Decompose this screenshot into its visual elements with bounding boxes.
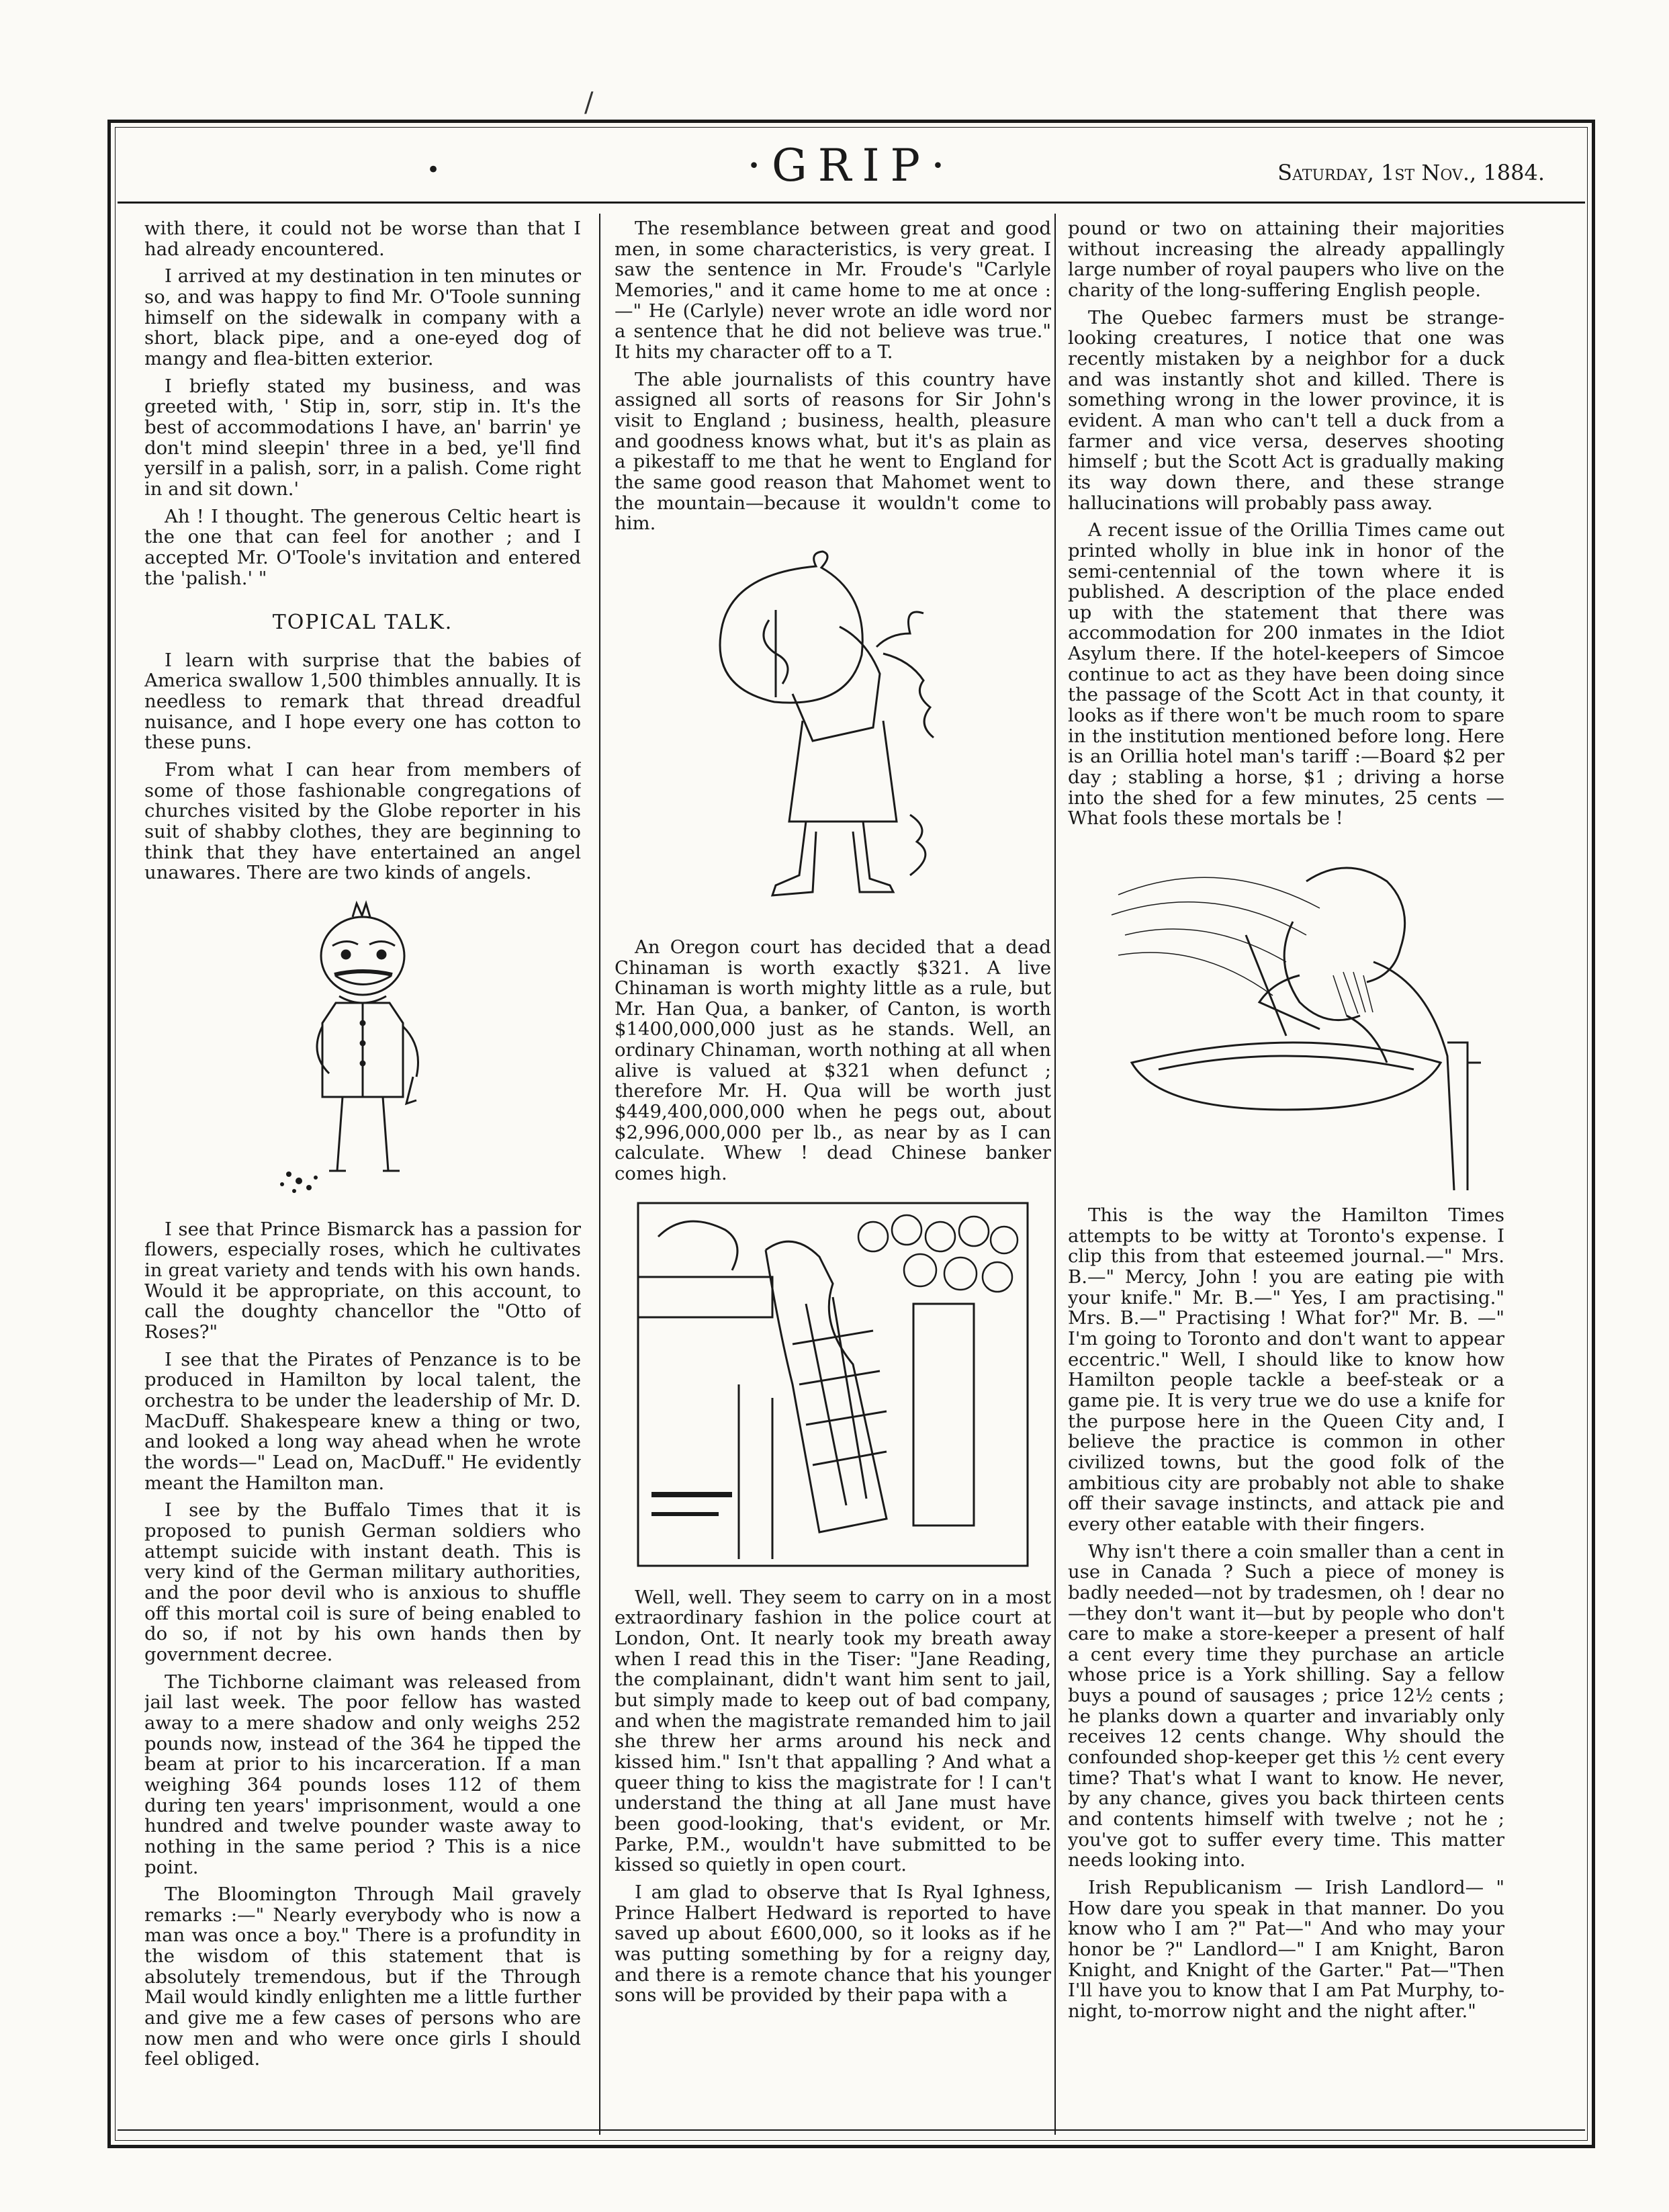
paragraph: Why isn't there a coin smaller than a cent in use in Canada ? Such a piece of money is badly needed—not by tradesmen, oh ! dear no —they don't want it—but by people who don't care to make a store-keeper a present of half a cent every time they purchase an article whose price is a York shilling. Say a fellow buys a pound of sausages ; price 12½ cents ; he planks down a quarter and invariably only receives 12 cents change. Why should the confounded shop-keeper get this ½ cent every time? That's what I want to know. He never, by any chance, gives you back thirteen cents and contents himself with twelve ; not he ; you've got to suffer every time. This matter needs looking into.: [1068, 1540, 1504, 1871]
paragraph: The Tichborne claimant was released from jail last week. The poor fellow has wasted away to a mere shadow and only weighs 252 pounds now, instead of the 364 he tipped the beam at prior to his incarceration. If a man weighing 364 pounds loses 112 of them during ten years' imprisonment, would a one hundred and twelve pounder waste away to nothing in the same period ? This is a nice point.: [144, 1671, 581, 1878]
paragraph: with there, it could not be worse than that I had already encountered.: [144, 218, 581, 260]
bottom-rule: [118, 2129, 1585, 2131]
issue-date: Saturday, 1st Nov., 1884.: [1277, 160, 1545, 185]
paragraph: Ah ! I thought. The generous Celtic heart is the one that can feel for another ; and I accepted Mr. O'Toole's invitation and entered the 'palish.' ": [144, 505, 581, 589]
paragraph: From what I can hear from members of some of those fashionable congregations of churches visited by the Globe reporter in his suit of shabby clothes, they are beginning to think that they have entertained an angel unawares. There are two kinds of angels.: [144, 758, 581, 884]
paragraph: This is the way the Hamilton Times attempts to be witty at Toronto's expense. I clip this from that esteemed journal.—" Mrs. B.—" Mercy, John ! you are eating pie with your knife." Mr. B.—" Yes, I am practising." Mrs. B.—" Practising ! What for?" Mr. B. —" I'm going to Toronto and don't want to appear eccentric." Well, I should like to know how Hamilton people tackle a beef-steak or a game pie. It is very true we do use a knife for the purpose here in the Queen City and, I believe the practice is common in other civilized towns, but the good folk of the ambitious city are probably not able to shake off their savage instincts, and attack pie and every other eatable with their fingers.: [1068, 1204, 1504, 1535]
column-2: [615, 218, 1051, 2119]
paragraph: An Oregon court has decided that a dead Chinaman is worth exactly $321. A live Chinaman is worth mighty little as a rule, but Mr. Han Qua, a banker, of Canton, is worth $1400,000,000 just as he stands. Well, an ordinary Chinaman, worth nothing at all when alive is valued at $321 when defunct ; therefore Mr. H. Qua will be worth just $449,400,000,000 when he pegs out, about $2,996,000,000 per lb., as near by as I can calculate. Whew ! dead Chinese banker comes high.: [615, 936, 1051, 1185]
column-1: [144, 218, 581, 2119]
paragraph: I briefly stated my business, and was greeted with, ' Stip in, sorr, stip in. It's the best of accommodations I have, an' barrin' ye don't mind sleepin' three in a bed, ye'll find yersilf in a palish, sorr, in a palish. Come right in and sit down.': [144, 375, 581, 500]
column-divider-2: [1054, 214, 1056, 2135]
bismarck-caricature-illustration: [262, 895, 463, 1204]
paragraph: The able journalists of this country have assigned all sorts of reasons for Sir John's visit to England ; business, health, pleasure and goodness knows what, but it's as plain as a pikestaff to me that he went to England for the same good reason that Mahomet went to the mountain—because it wouldn't come to him.: [615, 368, 1051, 535]
paragraph: Irish Republicanism — Irish Landlord— " How dare you speak in that manner. Do you know who I am ?" Pat—" And who may your honor be ?" Landlord—" I am Knight, Baron Knight, and Knight of the Garter." Pat—"Then I'll have you to know that I am Pat Murphy, to-night, to-morrow night and the night after.": [1068, 1877, 1504, 2022]
man-eating-pie-illustration: [1091, 841, 1481, 1190]
paragraph: I learn with surprise that the babies of America swallow 1,500 thimbles annually. It is needless to remark that thread dreadful nuisance, and I hope every one has cotton to these puns.: [144, 649, 581, 754]
stray-pen-mark: /: [584, 87, 594, 118]
column-divider-1: [599, 214, 600, 2135]
column-3: [1068, 218, 1504, 2119]
masthead-title: ·GRIP·: [747, 140, 956, 191]
paragraph: The resemblance between great and good men, in some characteristics, is very great. I saw the sentence in Mr. Froude's "Carlyle Memories," and it came home to me at once : —" He (Carlyle) never wrote an idle word nor a sentence that he did not believe was true." It hits my character off to a T.: [615, 218, 1051, 363]
paragraph: The Quebec farmers must be strange-looking creatures, I notice that one was recently mistaken by a neighbor for a duck and was instantly shot and killed. There is something wrong in the lower province, it is evident. A man who can't tell a duck from a farmer and vice versa, deserves shooting himself ; but the Scott Act is gradually making its way down there, and these strange hallucinations will probably pass away.: [1068, 306, 1504, 514]
paragraph: I see that Prince Bismarck has a passion for flowers, especially roses, which he cultivates in great variety and tends with his own hands. Would it be appropriate, on this account, to call the doughty chancellor the "Otto of Roses?": [144, 1218, 581, 1343]
header-rule: [118, 202, 1585, 204]
paragraph: I am glad to observe that Is Ryal Ighness, Prince Halbert Hedward is reported to have saved up about £600,000, so it looks as if he was putting something by for a reigny day, and there is a remote chance that his younger sons will be provided by their papa with a: [615, 1881, 1051, 2006]
paragraph: I arrived at my destination in ten minutes or so, and was happy to find Mr. O'Toole sunning himself on the sidewalk in company with a short, black pipe, and a one-eyed dog of mangy and flea-bitten exterior.: [144, 265, 581, 369]
page-header: [118, 140, 1585, 200]
money-bag-carrier-illustration: [688, 546, 977, 922]
paragraph: The Bloomington Through Mail gravely remarks :—" Nearly everybody who is now a man was once a boy." There is a profundity in the wisdom of this statement that is absolutely tremendous, but if the Through Mail would kindly enlighten me a little further and give me a few cases of persons who are now men and who were once girls I should feel obliged.: [144, 1884, 581, 2070]
section-heading: TOPICAL TALK.: [272, 611, 453, 635]
paragraph: I see by the Buffalo Times that it is proposed to punish German soldiers who attempt suicide with instant death. This is very kind of the German military authorities, and the poor devil who is anxious to shuffle off this mortal coil is sure of being enabled to do so, if not by his own hands then by government decree.: [144, 1499, 581, 1665]
paragraph: Well, well. They seem to carry on in a most extraordinary fashion in the police court at London, Ont. It nearly took my breath away when I read this in the Tiser: "Jane Reading, the complainant, didn't want him sent to jail, but simply made to keep out of bad company, and when the magistrate remanded him to jail she threw her arms around his neck and kissed him." Isn't that appalling ? And what a queer thing to kiss the magistrate for ! I can't understand the thing at all Jane must have been good-looking, that's evident, or Mr. Parke, P.M., wouldn't have submitted to be kissed so quietly in open court.: [615, 1586, 1051, 1876]
police-court-kiss-illustration: [631, 1196, 1034, 1573]
header-dot: •: [426, 157, 441, 183]
paragraph: A recent issue of the Orillia Times came out printed wholly in blue ink in honor of the semi-centennial of the town where it is published. A description of the place ended up with the statement that there was accommodation for 200 inmates in the Idiot Asylum there. If the hotel-keepers of Simcoe continue to act as they have been doing since the passage of the Scott Act in that county, it looks as if there won't be much room to spare in the institution mentioned before long. Here is an Orillia hotel man's tariff :—Board $2 per day ; stabling a horse, $1 ; driving a horse into the shed for a few minutes, 25 cents —What fools these mortals be !: [1068, 519, 1504, 830]
paragraph: pound or two on attaining their majorities without increasing the already appallingly large number of royal paupers who live on the charity of the long-suffering English people.: [1068, 218, 1504, 301]
paragraph: I see that the Pirates of Penzance is to be produced in Hamilton by local talent, the orchestra to be under the leadership of Mr. D. MacDuff. Shakespeare knew a thing or two, and looked a long way ahead when he wrote the words—" Lead on, MacDuff." He evidently meant the Hamilton man.: [144, 1348, 581, 1494]
